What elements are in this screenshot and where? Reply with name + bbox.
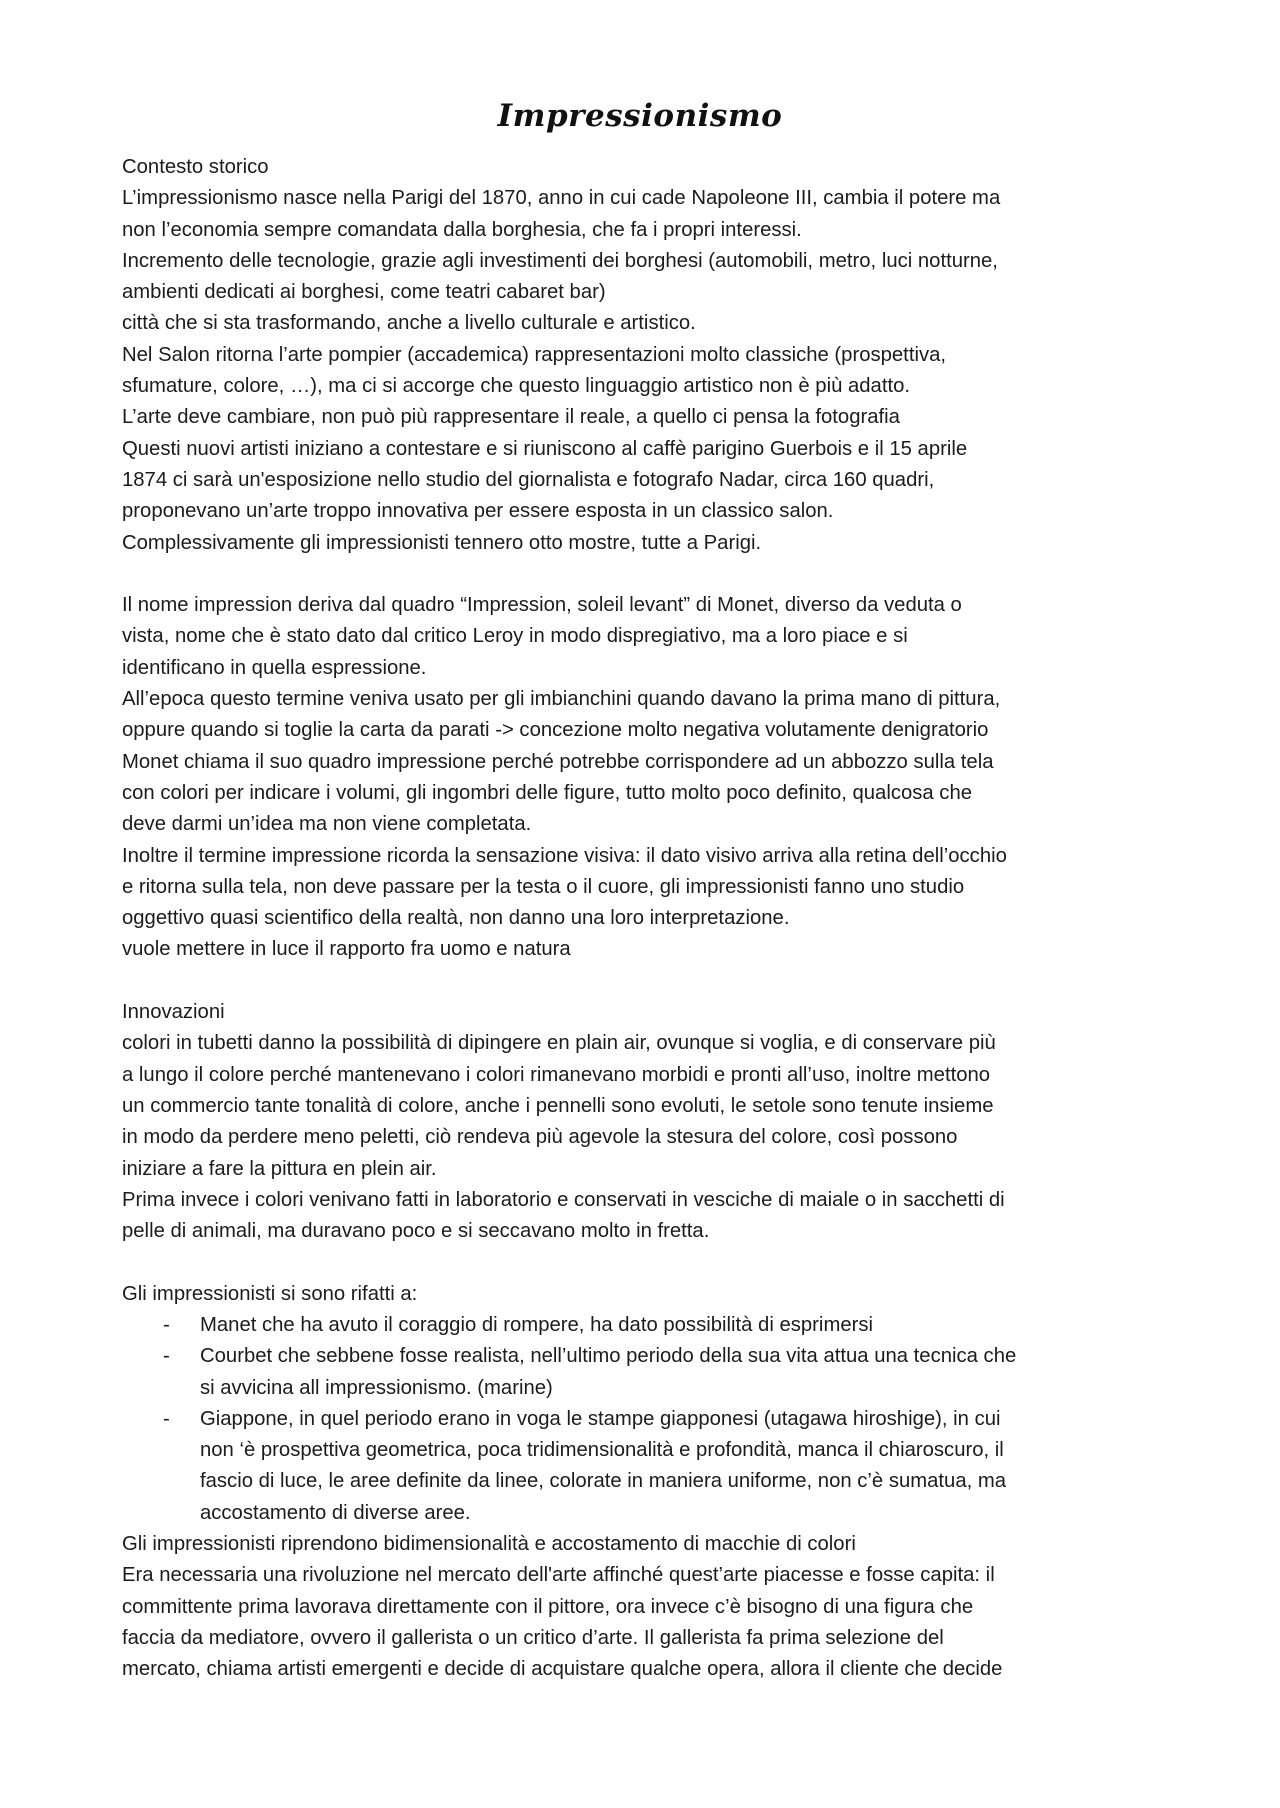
text-line: pelle di animali, ma duravano poco e si seccavano molto in fretta.	[122, 1220, 710, 1243]
text-line: Monet chiama il suo quadro impressione perché potrebbe corrispondere ad un abbozzo sulla tela	[122, 750, 994, 773]
text-line: proponevano un’arte troppo innovativa per essere esposta in un classico salon.	[122, 500, 834, 523]
text-line: L’impressionismo nasce nella Parigi del 1870, anno in cui cade Napoleone III, cambia il potere ma	[122, 187, 1001, 210]
list-item	[122, 1404, 1182, 1529]
paragraph-gap	[122, 966, 1182, 997]
section-nome-impression	[122, 590, 1182, 966]
list-item-text	[200, 1404, 1182, 1529]
text-line: fascio di luce, le aree definite da linee, colorate in maniera uniforme, non c’è sumatua, ma	[200, 1470, 1007, 1493]
text-line: mercato, chiama artisti emergenti e decide di acquistare qualche opera, allora il cliente che decide	[122, 1658, 1003, 1681]
text-line: identificano in quella espressione.	[122, 656, 427, 679]
list-item	[122, 1310, 1182, 1341]
text-line: a lungo il colore perché mantenevano i colori rimanevano morbidi e pronti all’uso, inoltre mettono	[122, 1063, 991, 1086]
text-line: L’arte deve cambiare, non può più rappresentare il reale, a quello ci pensa la fotografia	[122, 406, 900, 429]
text-line: deve darmi un’idea ma non viene completata.	[122, 813, 532, 836]
text-line: Gli impressionisti riprendono bidimensionalità e accostamento di macchie di colori	[122, 1533, 856, 1556]
text-line: accostamento di diverse aree.	[200, 1501, 471, 1524]
text-line: si avvicina all impressionismo. (marine)	[200, 1376, 553, 1399]
section-contesto-storico	[122, 152, 1182, 559]
text-line: Nel Salon ritorna l’arte pompier (accademica) rappresentazioni molto classiche (prospettiva,	[122, 343, 947, 366]
text-line: oggettivo quasi scientifico della realtà, non danno una loro interpretazione.	[122, 907, 790, 930]
text-line: vuole mettere in luce il rapporto fra uomo e natura	[122, 938, 571, 961]
text-line: Era necessaria una rivoluzione nel mercato dell'arte affinché quest’arte piacesse e fosse capita: il	[122, 1564, 995, 1587]
text-line: oppure quando si toglie la carta da parati -> concezione molto negativa volutamente denigratorio	[122, 719, 989, 742]
text-line: All’epoca questo termine veniva usato per gli imbianchini quando davano la prima mano di pittura,	[122, 688, 1001, 711]
text-line: non l’economia sempre comandata dalla borghesia, che fa i propri interessi.	[122, 218, 802, 241]
paragraph-gap	[122, 1247, 1182, 1278]
section-heading: Contesto storico	[122, 156, 269, 178]
text-line: e ritorna sulla tela, non deve passare per la testa o il cuore, gli impressionisti fanno uno studio	[122, 875, 965, 898]
text-line: Questi nuovi artisti iniziano a contestare e si riuniscono al caffè parigino Guerbois e il 15 aprile	[122, 437, 968, 460]
section-heading: Innovazioni	[122, 1001, 225, 1024]
text-line: con colori per indicare i volumi, gli ingombri delle figure, tutto molto poco definito, qualcosa che	[122, 781, 973, 804]
text-line: iniziare a fare la pittura en plein air.	[122, 1157, 437, 1180]
text-line: ambienti dedicati ai borghesi, come teatri cabaret bar)	[122, 281, 606, 304]
list-item	[122, 1341, 1182, 1404]
text-line: Prima invece i colori venivano fatti in laboratorio e conservati in vesciche di maiale o in sacchetti di	[122, 1188, 1005, 1211]
text-line: città che si sta trasformando, anche a livello culturale e artistico.	[122, 312, 696, 335]
list-item-text	[200, 1341, 1182, 1404]
text-line: Complessivamente gli impressionisti tennero otto mostre, tutte a Parigi.	[122, 531, 762, 554]
bullet-dash: -	[163, 1313, 170, 1336]
document-body	[122, 152, 1182, 1686]
text-line: Giappone, in quel periodo erano in voga le stampe giapponesi (utagawa hiroshige), in cui	[200, 1407, 1001, 1430]
text-line: sfumature, colore, …), ma ci si accorge che questo linguaggio artistico non è più adatto.	[122, 375, 911, 398]
text-line: 1874 ci sarà un'esposizione nello studio del giornalista e fotografo Nadar, circa 160 quadri,	[122, 468, 935, 491]
bullet-dash: -	[163, 1345, 170, 1368]
text-line: vista, nome che è stato dato dal critico Leroy in modo dispregiativo, ma a loro piace e si	[122, 625, 908, 648]
list-item-text	[200, 1310, 1182, 1341]
list-intro: Gli impressionisti si sono rifatti a:	[122, 1282, 418, 1305]
paragraph-gap	[122, 559, 1182, 590]
text-line: un commercio tante tonalità di colore, anche i pennelli sono evoluti, le setole sono tenute insieme	[122, 1094, 994, 1117]
section-influenze	[122, 1279, 1182, 1686]
text-line: Inoltre il termine impressione ricorda la sensazione visiva: il dato visivo arriva alla retina dell’occhio	[122, 844, 1007, 867]
text-line: faccia da mediatore, ovvero il gallerista o un critico d’arte. Il gallerista fa prima selezione del	[122, 1626, 944, 1649]
text-line: Courbet che sebbene fosse realista, nell’ultimo periodo della sua vita attua una tecnica che	[200, 1345, 1017, 1368]
text-line: Incremento delle tecnologie, grazie agli investimenti dei borghesi (automobili, metro, luci notturne,	[122, 249, 998, 272]
text-line: Manet che ha avuto il coraggio di rompere, ha dato possibilità di esprimersi	[200, 1313, 874, 1336]
page-title: Impressionismo	[497, 98, 783, 134]
text-line: non ‘è prospettiva geometrica, poca tridimensionalità e profondità, manca il chiaroscuro, il	[200, 1439, 1004, 1462]
bullet-dash: -	[163, 1407, 170, 1430]
text-line: Il nome impression deriva dal quadro “Impression, soleil levant” di Monet, diverso da veduta o	[122, 594, 962, 617]
text-line: committente prima lavorava direttamente con il pittore, ora invece c’è bisogno di una figura che	[122, 1595, 974, 1618]
text-line: in modo da perdere meno peletti, ciò rendeva più agevole la stesura del colore, così possono	[122, 1126, 958, 1149]
text-line: colori in tubetti danno la possibilità di dipingere en plain air, ovunque si voglia, e di conservare più	[122, 1032, 996, 1055]
section-innovazioni	[122, 997, 1182, 1247]
